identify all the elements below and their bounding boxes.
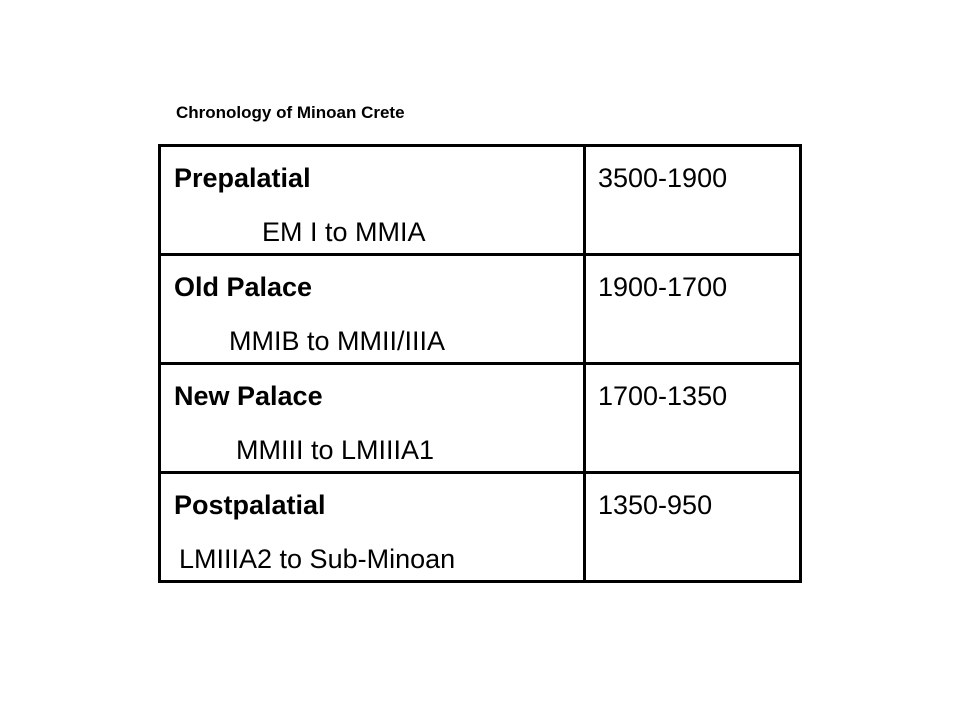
dates-cell xyxy=(584,364,800,473)
period-name: Old Palace xyxy=(174,272,313,302)
period-cell xyxy=(160,255,585,364)
period-dates: 3500-1900 xyxy=(597,163,728,193)
period-dates: 1900-1700 xyxy=(597,272,728,302)
period-range: MMIII to LMIIIA1 xyxy=(236,435,435,465)
period-dates: 1700-1350 xyxy=(597,381,728,411)
period-range: MMIB to MMII/IIIA xyxy=(229,326,446,356)
table-row xyxy=(160,364,801,473)
period-name: Postpalatial xyxy=(174,490,326,520)
table-row xyxy=(160,146,801,255)
period-range: EM I to MMIA xyxy=(262,217,426,247)
period-cell xyxy=(160,473,585,582)
page-title: Chronology of Minoan Crete xyxy=(176,103,405,122)
dates-cell xyxy=(584,473,800,582)
table-row xyxy=(160,255,801,364)
table-row xyxy=(160,473,801,582)
dates-cell xyxy=(584,146,800,255)
period-cell xyxy=(160,146,585,255)
period-name: New Palace xyxy=(174,381,323,411)
period-cell xyxy=(160,364,585,473)
period-range: LMIIIA2 to Sub-Minoan xyxy=(179,544,456,574)
chronology-table xyxy=(158,144,802,583)
period-dates: 1350-950 xyxy=(597,490,713,520)
dates-cell xyxy=(584,255,800,364)
period-name: Prepalatial xyxy=(174,163,311,193)
